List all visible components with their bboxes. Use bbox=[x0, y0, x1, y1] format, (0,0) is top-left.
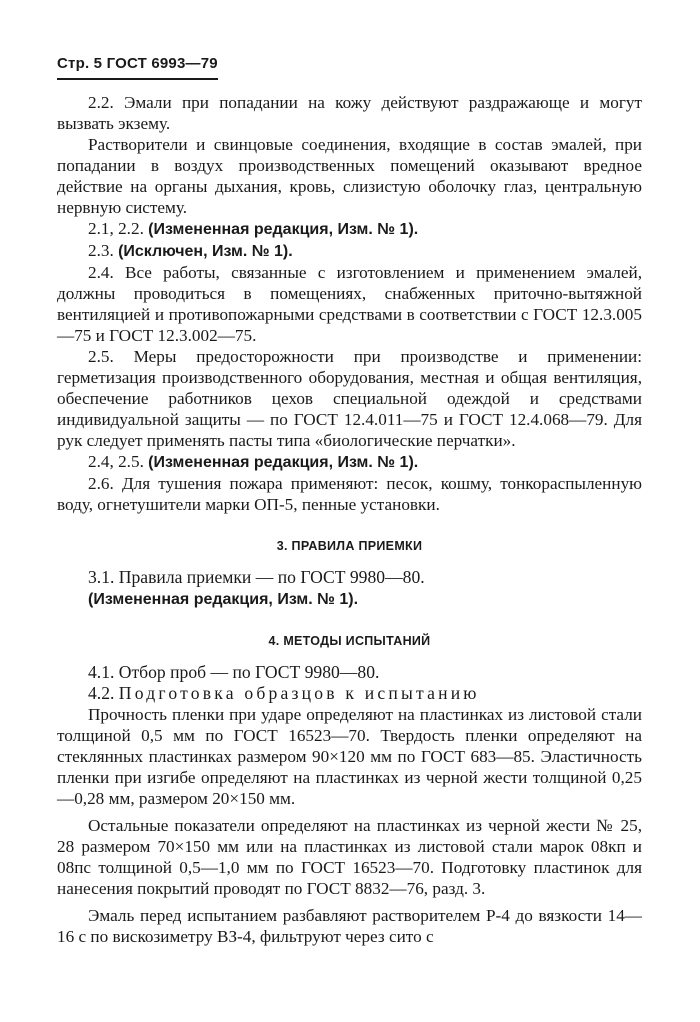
paragraph-4-2-title bbox=[57, 683, 642, 704]
amendment-note-2-1-2-2 bbox=[57, 218, 642, 240]
paragraph-other-indicators: Остальные показатели определяют на пластинках из черной жести № 25, 28 размером 70×150 мм или на пластинках из листовой стали марок 08кп и 08пс толщиной 0,5—1,0 мм по ГОСТ 16523—70. Подготовку пластинок для нанесения покрытий проводят по ГОСТ 8832—76, разд. 3. bbox=[57, 816, 642, 898]
section-4-heading: 4. МЕТОДЫ ИСПЫТАНИЙ bbox=[268, 634, 431, 648]
document-body bbox=[57, 92, 642, 947]
paragraph-2-6: 2.6. Для тушения пожара применяют: песок, кошму, тонкораспыленную воду, огнетушители марки ОП-5, пенные установки. bbox=[57, 474, 642, 514]
paragraph-2-4: 2.4. Все работы, связанные с изготовлением и применением эмалей, должны проводиться в помещениях, снабженных приточно-вытяжной вентиляцией и противопожарными средствами в соответствии с ГОСТ 12.3.005—75 и ГОСТ 12.3.002—75. bbox=[57, 263, 642, 345]
paragraph-solvents: Растворители и свинцовые соединения, входящие в состав эмалей, при попадании в воздух производственных помещений оказывают вредное действие на органы дыхания, кровь, слизистую оболочку глаз, центральную нервную систему. bbox=[57, 135, 642, 217]
amendment-note-2-4-2-5 bbox=[57, 451, 642, 473]
clause-number: 2.4, 2.5. bbox=[88, 452, 144, 471]
clause-number: 2.3. bbox=[88, 241, 114, 260]
excluded-note: (Исключен, Изм. № 1). bbox=[118, 243, 293, 260]
paragraph-2-5: 2.5. Меры предосторожности при производстве и применении: герметизация производственного оборудования, местная и общая вентиляция, обеспечение работников цехов специальной одеждой и средствами индивидуальной защиты — по ГОСТ 12.4.011—75 и ГОСТ 12.4.068—79. Для рук следует применять пасты типа «биологические перчатки». bbox=[57, 347, 642, 450]
clause-number: 2.1, 2.2. bbox=[88, 219, 144, 238]
paragraph-film-strength: Прочность пленки при ударе определяют на пластинках из листовой стали толщиной 0,5 мм по ГОСТ 16523—70. Твердость пленки определяют на стеклянных пластинках размером 90×120 мм по ГОСТ 683—85. Эластичность пленки при изгибе определяют на пластинках из черной жести толщиной 0,25—0,28 мм, размером 20×150 мм. bbox=[57, 705, 642, 808]
clause-2-3 bbox=[57, 240, 642, 262]
paragraph-3-1: 3.1. Правила приемки — по ГОСТ 9980—80. bbox=[88, 567, 425, 587]
amendment-text: (Измененная редакция, Изм. № 1). bbox=[148, 221, 419, 238]
amendment-note-3-1 bbox=[57, 588, 642, 610]
amendment-text: (Измененная редакция, Изм. № 1). bbox=[148, 454, 419, 471]
paragraph-2-2: 2.2. Эмали при попадании на кожу действуют раздражающе и могут вызвать экзему. bbox=[57, 93, 642, 133]
section-3-heading: 3. ПРАВИЛА ПРИЕМКИ bbox=[276, 539, 423, 553]
paragraph-4-1: 4.1. Отбор проб — по ГОСТ 9980—80. bbox=[88, 662, 380, 682]
spaced-subheading: Подготовка образцов к испытанию bbox=[118, 683, 480, 703]
running-head: Стр. 5 ГОСТ 6993—79 bbox=[57, 55, 218, 72]
paragraph-enamel-dilution: Эмаль перед испытанием разбавляют растворителем Р-4 до вязкости 14—16 с по вискозиметру ВЗ-4, фильтруют через сито с bbox=[57, 906, 642, 946]
clause-number: 4.2. bbox=[88, 683, 115, 703]
header-rule bbox=[57, 78, 218, 80]
amendment-text: (Измененная редакция, Изм. № 1). bbox=[88, 591, 359, 608]
